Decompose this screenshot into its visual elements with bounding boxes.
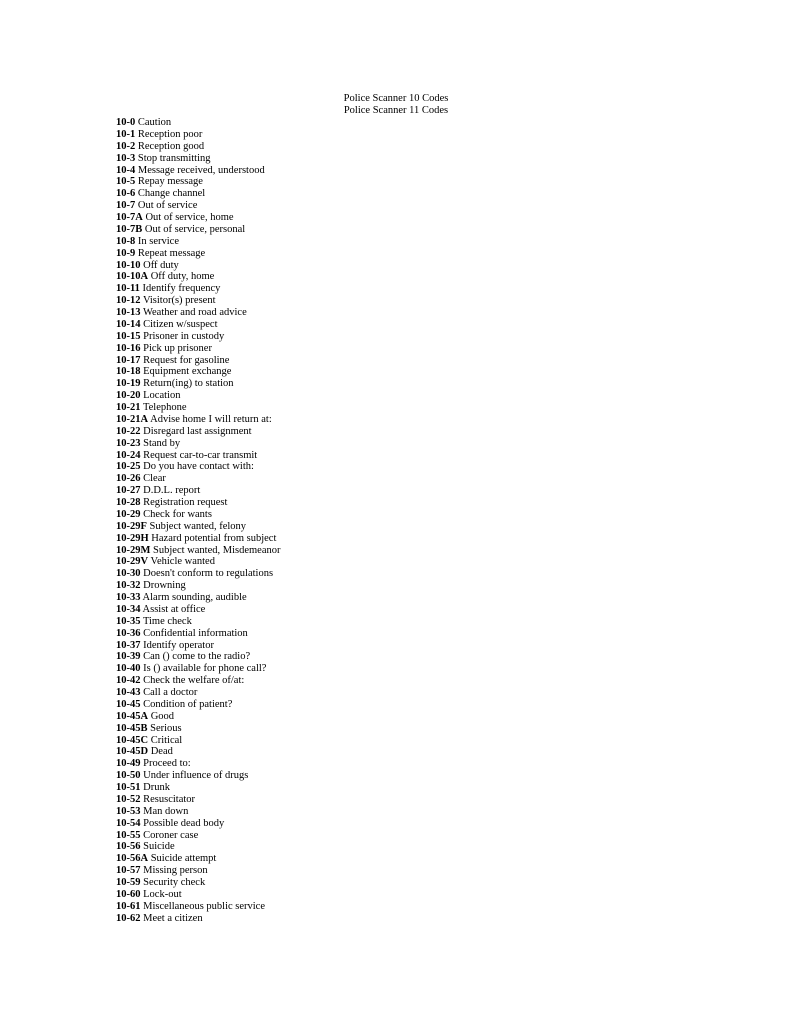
code-description: Assist at office bbox=[142, 603, 206, 615]
code-label: 10-59 bbox=[116, 877, 141, 888]
list-item bbox=[116, 390, 280, 402]
list-item bbox=[116, 533, 280, 545]
code-label: 10-14 bbox=[116, 318, 141, 330]
code-description: Coroner case bbox=[143, 829, 199, 841]
code-description: Reception good bbox=[137, 140, 205, 152]
code-label: 10-45D bbox=[116, 746, 149, 758]
code-label: 10-18 bbox=[116, 366, 141, 378]
code-label: 10-56 bbox=[116, 841, 141, 853]
list-item bbox=[116, 426, 280, 438]
code-label: 10-33 bbox=[116, 592, 141, 603]
list-item bbox=[116, 865, 280, 877]
code-description: Request car-to-car transmit bbox=[143, 449, 258, 461]
code-description: Disregard last assignment bbox=[143, 425, 252, 437]
code-description: Equipment exchange bbox=[143, 366, 232, 378]
code-description: Meet a citizen bbox=[143, 912, 203, 924]
code-label: 10-45C bbox=[116, 734, 149, 746]
list-item bbox=[116, 651, 280, 663]
title-10-codes: Police Scanner 10 Codes bbox=[343, 93, 449, 104]
code-description: Visitor(s) present bbox=[142, 295, 216, 307]
code-description: Reception poor bbox=[137, 128, 203, 140]
list-item bbox=[116, 889, 280, 901]
code-description: Message received, understood bbox=[137, 164, 265, 176]
code-description: Subject wanted, Misdemeanor bbox=[153, 544, 281, 556]
code-label: 10-22 bbox=[116, 425, 141, 437]
code-label: 10-0 bbox=[116, 117, 136, 128]
list-item bbox=[116, 295, 280, 307]
list-item bbox=[116, 663, 280, 675]
list-item bbox=[116, 212, 280, 224]
code-label: 10-45A bbox=[116, 710, 149, 722]
list-item bbox=[116, 580, 280, 592]
code-description: Registration request bbox=[143, 497, 228, 508]
code-label: 10-62 bbox=[116, 912, 141, 924]
code-label: 10-7 bbox=[116, 200, 136, 212]
list-item bbox=[116, 794, 280, 806]
code-description: Man down bbox=[143, 805, 189, 817]
code-label: 10-25 bbox=[116, 461, 141, 473]
code-label: 10-61 bbox=[116, 900, 141, 912]
list-item bbox=[116, 355, 280, 367]
list-item bbox=[116, 153, 280, 165]
list-item bbox=[116, 545, 280, 557]
code-label: 10-7B bbox=[116, 223, 143, 235]
code-label: 10-53 bbox=[116, 805, 141, 817]
code-description: Clear bbox=[143, 473, 166, 485]
code-description: Out of service bbox=[137, 200, 198, 212]
list-item bbox=[116, 830, 280, 842]
code-description: Identify operator bbox=[143, 639, 214, 651]
list-item bbox=[116, 758, 280, 770]
code-description: Drunk bbox=[143, 782, 170, 793]
list-item bbox=[116, 378, 280, 390]
code-label: 10-36 bbox=[116, 627, 141, 639]
code-label: 10-55 bbox=[116, 829, 141, 841]
list-item bbox=[116, 248, 280, 260]
list-item bbox=[116, 236, 280, 248]
list-item bbox=[116, 640, 280, 652]
code-description: Doesn't conform to regulations bbox=[143, 568, 274, 580]
code-description: Advise home I will return at: bbox=[150, 413, 272, 425]
code-label: 10-24 bbox=[116, 449, 141, 461]
code-label: 10-28 bbox=[116, 497, 141, 508]
code-description: Check the welfare of/at: bbox=[143, 675, 245, 687]
list-item bbox=[116, 461, 280, 473]
code-label: 10-37 bbox=[116, 639, 141, 651]
code-description: Off duty bbox=[143, 259, 179, 271]
code-label: 10-29F bbox=[116, 520, 147, 532]
code-label: 10-10 bbox=[116, 259, 141, 271]
list-item bbox=[116, 260, 280, 272]
list-item bbox=[116, 319, 280, 331]
code-label: 10-10A bbox=[116, 271, 149, 283]
code-label: 10-8 bbox=[116, 235, 136, 247]
list-item bbox=[116, 414, 280, 426]
code-description: Call a doctor bbox=[143, 687, 198, 698]
list-item bbox=[116, 628, 280, 640]
code-description: Check for wants bbox=[143, 508, 212, 520]
code-description: Hazard potential from subject bbox=[151, 532, 277, 544]
code-description: Security check bbox=[143, 877, 206, 888]
list-item bbox=[116, 473, 280, 485]
code-label: 10-34 bbox=[116, 603, 141, 615]
code-description: Request for gasoline bbox=[143, 354, 230, 366]
code-label: 10-2 bbox=[116, 140, 136, 152]
code-description: Lock-out bbox=[143, 888, 182, 900]
list-item bbox=[116, 723, 280, 735]
code-description: Possible dead body bbox=[143, 817, 225, 829]
code-label: 10-49 bbox=[116, 758, 141, 770]
code-description: Drowning bbox=[143, 580, 186, 592]
code-label: 10-32 bbox=[116, 580, 141, 592]
code-label: 10-57 bbox=[116, 865, 141, 877]
list-item bbox=[116, 746, 280, 758]
code-label: 10-30 bbox=[116, 568, 141, 580]
list-item bbox=[116, 307, 280, 319]
code-label: 10-29 bbox=[116, 508, 141, 520]
list-item bbox=[116, 687, 280, 699]
code-label: 10-26 bbox=[116, 473, 141, 485]
list-item bbox=[116, 224, 280, 236]
code-description: Suicide attempt bbox=[150, 853, 217, 865]
code-label: 10-29M bbox=[116, 544, 151, 556]
code-description: Good bbox=[150, 710, 175, 722]
code-description: Stop transmitting bbox=[137, 152, 211, 164]
code-label: 10-6 bbox=[116, 188, 136, 200]
list-item bbox=[116, 770, 280, 782]
code-description: In service bbox=[137, 235, 179, 247]
code-description: Prisoner in custody bbox=[143, 330, 225, 342]
code-label: 10-17 bbox=[116, 354, 141, 366]
list-item bbox=[116, 604, 280, 616]
list-item bbox=[116, 853, 280, 865]
code-description: Vehicle wanted bbox=[150, 556, 215, 568]
list-item bbox=[116, 485, 280, 497]
list-item bbox=[116, 711, 280, 723]
code-description: Citizen w/suspect bbox=[143, 318, 218, 330]
code-label: 10-35 bbox=[116, 615, 141, 627]
code-label: 10-27 bbox=[116, 485, 141, 497]
code-description: Critical bbox=[150, 734, 183, 746]
code-description: Off duty, home bbox=[150, 271, 215, 283]
code-description: Can () come to the radio? bbox=[143, 651, 251, 663]
code-description: Proceed to: bbox=[143, 758, 191, 770]
code-label: 10-45B bbox=[116, 722, 148, 734]
code-description: Subject wanted, felony bbox=[149, 520, 247, 532]
list-item bbox=[116, 176, 280, 188]
code-description: Telephone bbox=[142, 402, 187, 413]
code-label: 10-3 bbox=[116, 152, 136, 164]
code-label: 10-5 bbox=[116, 176, 136, 188]
code-label: 10-29H bbox=[116, 532, 149, 544]
code-description: Repay message bbox=[137, 176, 203, 188]
code-description: Time check bbox=[142, 615, 192, 627]
code-description: Miscellaneous public service bbox=[143, 900, 266, 912]
list-item bbox=[116, 782, 280, 794]
list-item bbox=[116, 283, 280, 295]
code-label: 10-52 bbox=[116, 793, 141, 805]
codes-list bbox=[116, 117, 280, 925]
code-label: 10-16 bbox=[116, 342, 141, 354]
code-description: Stand by bbox=[143, 437, 181, 449]
list-item bbox=[116, 343, 280, 355]
list-item bbox=[116, 402, 280, 414]
code-label: 10-39 bbox=[116, 651, 141, 663]
list-item bbox=[116, 592, 280, 604]
code-label: 10-15 bbox=[116, 330, 141, 342]
code-label: 10-1 bbox=[116, 128, 136, 140]
code-description: Confidential information bbox=[143, 627, 248, 639]
list-item bbox=[116, 129, 280, 141]
code-label: 10-29V bbox=[116, 556, 149, 568]
code-label: 10-21 bbox=[116, 402, 141, 413]
code-label: 10-51 bbox=[116, 782, 141, 793]
code-label: 10-9 bbox=[116, 247, 136, 259]
list-item bbox=[116, 509, 280, 521]
code-label: 10-21A bbox=[116, 413, 149, 425]
document-titles bbox=[296, 93, 496, 117]
code-label: 10-12 bbox=[116, 295, 141, 307]
list-item bbox=[116, 165, 280, 177]
code-description: Alarm sounding, audible bbox=[142, 592, 247, 603]
list-item bbox=[116, 271, 280, 283]
code-description: Is () available for phone call? bbox=[143, 663, 267, 675]
list-item bbox=[116, 806, 280, 818]
list-item bbox=[116, 366, 280, 378]
list-item bbox=[116, 117, 280, 129]
code-label: 10-19 bbox=[116, 378, 141, 390]
list-item bbox=[116, 616, 280, 628]
code-description: Missing person bbox=[143, 865, 208, 877]
code-description: Under influence of drugs bbox=[143, 770, 249, 782]
code-description: Do you have contact with: bbox=[143, 461, 254, 473]
code-label: 10-43 bbox=[116, 687, 141, 698]
list-item bbox=[116, 141, 280, 153]
code-description: Change channel bbox=[137, 188, 206, 200]
code-description: D.D.L. report bbox=[143, 485, 201, 497]
list-item bbox=[116, 556, 280, 568]
code-description: Out of service, personal bbox=[144, 223, 246, 235]
code-label: 10-42 bbox=[116, 675, 141, 687]
title-11-codes: Police Scanner 11 Codes bbox=[343, 105, 449, 116]
code-description: Condition of patient? bbox=[143, 698, 233, 710]
code-label: 10-45 bbox=[116, 698, 141, 710]
code-description: Resuscitator bbox=[143, 793, 196, 805]
list-item bbox=[116, 699, 280, 711]
code-description: Caution bbox=[137, 117, 172, 128]
list-item bbox=[116, 200, 280, 212]
code-label: 10-20 bbox=[116, 390, 141, 402]
list-item bbox=[116, 735, 280, 747]
code-description: Suicide bbox=[143, 841, 175, 853]
list-item bbox=[116, 901, 280, 913]
code-label: 10-13 bbox=[116, 307, 141, 318]
code-label: 10-7A bbox=[116, 212, 143, 223]
code-label: 10-50 bbox=[116, 770, 141, 782]
code-description: Out of service, home bbox=[145, 212, 234, 223]
code-label: 10-60 bbox=[116, 888, 141, 900]
code-label: 10-54 bbox=[116, 817, 141, 829]
code-description: Serious bbox=[150, 722, 182, 734]
code-label: 10-23 bbox=[116, 437, 141, 449]
code-label: 10-4 bbox=[116, 164, 136, 176]
list-item bbox=[116, 568, 280, 580]
list-item bbox=[116, 188, 280, 200]
code-description: Repeat message bbox=[137, 247, 206, 259]
code-description: Return(ing) to station bbox=[143, 378, 234, 390]
list-item bbox=[116, 450, 280, 462]
list-item bbox=[116, 913, 280, 925]
code-description: Weather and road advice bbox=[142, 307, 247, 318]
list-item bbox=[116, 841, 280, 853]
list-item bbox=[116, 331, 280, 343]
code-label: 10-11 bbox=[116, 283, 140, 295]
list-item bbox=[116, 877, 280, 889]
code-description: Identify frequency bbox=[142, 283, 221, 295]
list-item bbox=[116, 521, 280, 533]
code-description: Dead bbox=[150, 746, 173, 758]
list-item bbox=[116, 497, 280, 509]
code-label: 10-40 bbox=[116, 663, 141, 675]
code-label: 10-56A bbox=[116, 853, 149, 865]
list-item bbox=[116, 818, 280, 830]
list-item bbox=[116, 675, 280, 687]
code-description: Pick up prisoner bbox=[143, 342, 212, 354]
list-item bbox=[116, 438, 280, 450]
code-description: Location bbox=[143, 390, 181, 402]
